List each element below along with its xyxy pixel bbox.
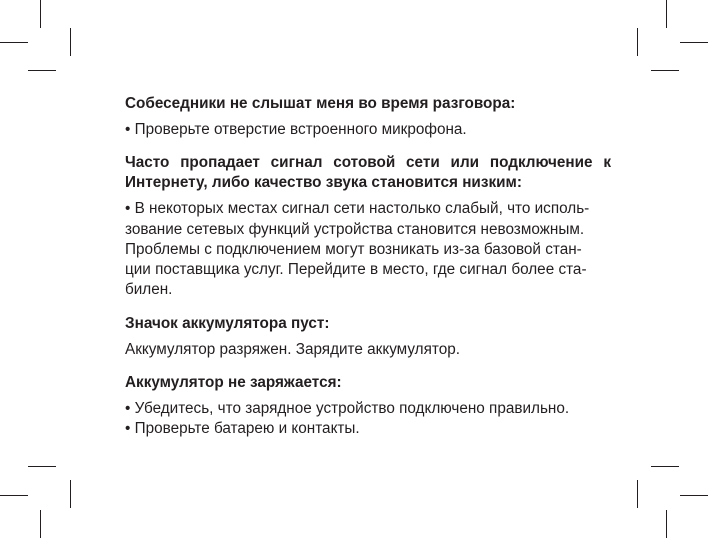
body-line: зование сетевых функций устройства становится невозможным. [125, 220, 585, 238]
section-heading: Собеседники не слышат меня во время разговора: [125, 95, 516, 112]
section-heading: Аккумулятор не заряжается: [125, 374, 342, 392]
heading-word: Часто [125, 154, 170, 172]
crop-mark [28, 70, 56, 71]
heading-word: пропадает [180, 154, 260, 172]
heading-word: сигнал [270, 154, 323, 172]
heading-word: сотовой [333, 154, 396, 172]
crop-mark [680, 495, 708, 496]
heading-word: или [450, 154, 480, 172]
section-heading: Значок аккумулятора пуст: [125, 314, 330, 332]
crop-mark [637, 28, 638, 56]
section-heading-justified-line [125, 153, 611, 173]
crop-mark [0, 495, 28, 496]
crop-mark [651, 70, 679, 71]
body-line: Аккумулятор разряжен. Зарядите аккумулятор. [125, 340, 460, 358]
body-line: билен. [125, 281, 173, 299]
crop-mark [70, 480, 71, 508]
body-line: • Убедитесь, что зарядное устройство подключено правильно. [125, 400, 570, 418]
body-line: • Проверьте отверстие встроенного микрофона. [125, 121, 467, 138]
body-line: Проблемы с подключением могут возникать из-за базовой стан- [125, 240, 582, 258]
section-heading: Интернету, либо качество звука становится низким: [125, 174, 522, 192]
heading-word: подключение [489, 154, 593, 172]
body-line: • Проверьте батарею и контакты. [125, 420, 360, 438]
crop-mark [28, 466, 56, 467]
troubleshooting-text [125, 94, 611, 440]
crop-mark [40, 510, 41, 538]
crop-mark [0, 42, 28, 43]
body-line: • В некоторых местах сигнал сети настолько слабый, что исполь- [125, 200, 590, 218]
heading-word: к [603, 154, 611, 172]
crop-mark [666, 0, 667, 28]
crop-mark [637, 480, 638, 508]
heading-word: сети [406, 154, 440, 172]
crop-mark [70, 28, 71, 56]
crop-mark [651, 466, 679, 467]
crop-mark [40, 0, 41, 28]
crop-mark [680, 42, 708, 43]
body-line: ции поставщика услуг. Перейдите в место, где сигнал более ста- [125, 261, 587, 279]
crop-mark [666, 510, 667, 538]
